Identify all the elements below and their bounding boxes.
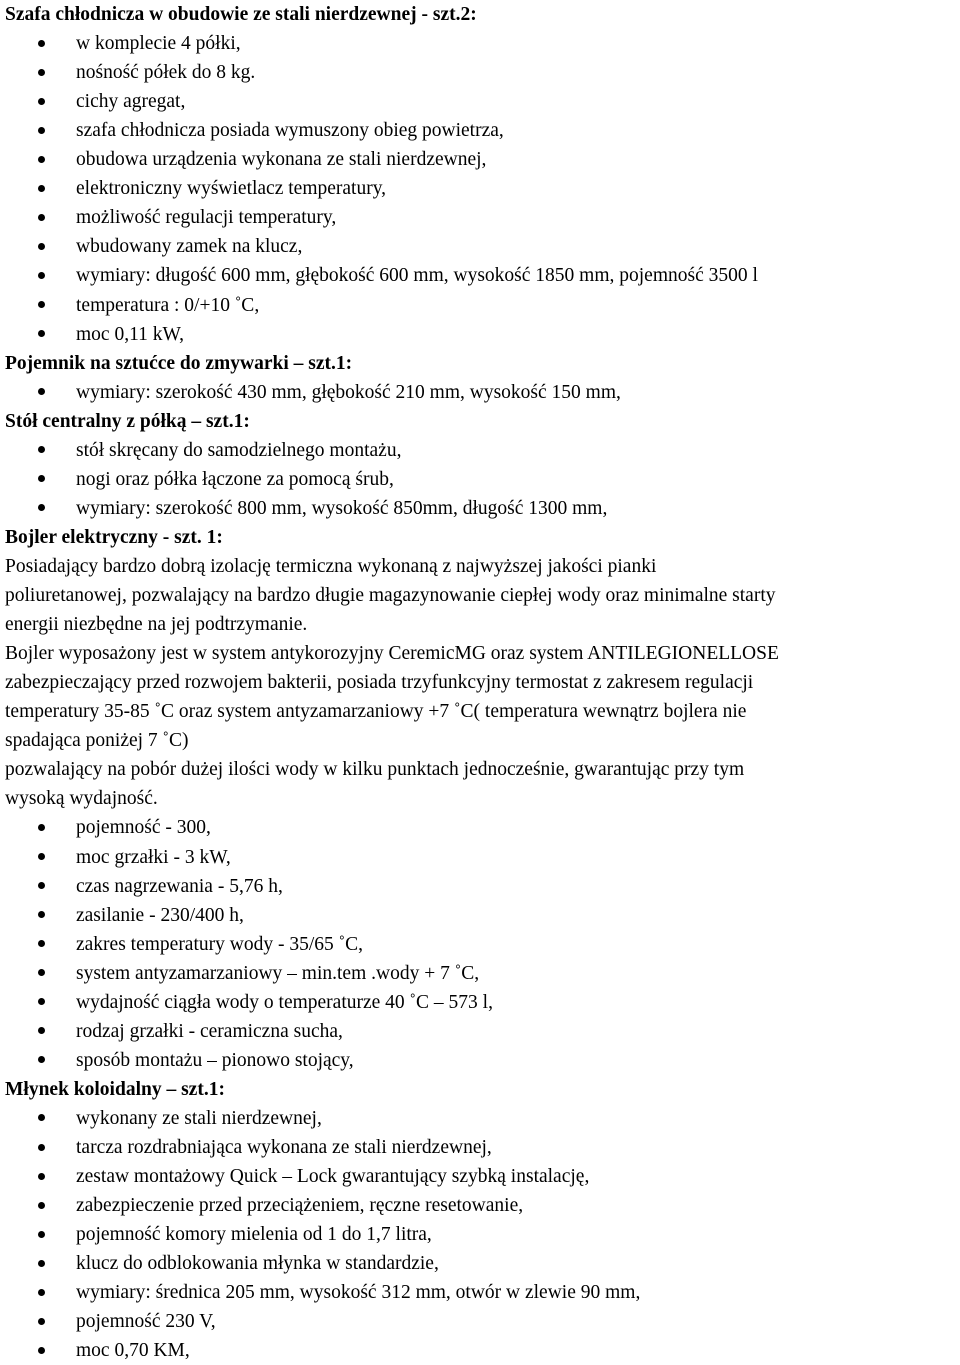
paragraph-line: pozwalający na pobór dużej ilości wody w kilku punktach jednocześnie, gwarantując przy tym bbox=[5, 759, 745, 781]
list-item bbox=[38, 58, 956, 87]
bullet-icon bbox=[38, 98, 45, 105]
bullet-icon bbox=[38, 156, 45, 163]
bullet-icon bbox=[38, 330, 45, 337]
bullet-icon bbox=[38, 127, 45, 134]
bullet-icon bbox=[38, 1318, 45, 1325]
list-item bbox=[38, 1307, 956, 1336]
list-item bbox=[38, 1191, 956, 1220]
list-item-text: cichy agregat, bbox=[76, 91, 186, 113]
section-heading: Szafa chłodnicza w obudowie ze stali nierdzewnej - szt.2: bbox=[5, 4, 477, 25]
list-item bbox=[38, 843, 956, 872]
bullet-icon bbox=[38, 40, 45, 47]
bullet-icon bbox=[38, 853, 45, 860]
paragraph-line: poliuretanowej, pozwalający na bardzo długie magazynowanie ciepłej wody oraz minimalne starty bbox=[5, 585, 776, 606]
bullet-icon bbox=[38, 969, 45, 976]
list-item bbox=[38, 901, 956, 930]
bullet-icon bbox=[38, 272, 45, 279]
list-item-text: w komplecie 4 półki, bbox=[76, 33, 241, 55]
list-item bbox=[38, 959, 956, 988]
list-item bbox=[38, 174, 956, 203]
list-item-text: nogi oraz półka łączone za pomocą śrub, bbox=[76, 468, 394, 490]
list-item-text: obudowa urządzenia wykonana ze stali nierdzewnej, bbox=[76, 149, 487, 171]
paragraph-line: energii niezbędne na jej podtrzymanie. bbox=[5, 614, 308, 636]
section-heading: Bojler elektryczny - szt. 1: bbox=[5, 526, 223, 548]
list-item bbox=[38, 320, 956, 349]
list-item-text: tarcza rozdrabniająca wykonana ze stali nierdzewnej, bbox=[76, 1137, 492, 1158]
list-item-text: wydajność ciągła wody o temperaturze 40 ˚C – 573 l, bbox=[76, 991, 493, 1013]
list-item bbox=[38, 1336, 956, 1365]
list-item-text: pojemność komory mielenia od 1 do 1,7 litra, bbox=[76, 1224, 432, 1246]
list-item-text: wbudowany zamek na klucz, bbox=[76, 236, 303, 258]
list-item bbox=[38, 291, 956, 320]
list-item bbox=[38, 813, 956, 842]
bullet-icon bbox=[38, 504, 45, 511]
bullet-icon bbox=[38, 1260, 45, 1267]
list-item-text: wymiary: szerokość 800 mm, wysokość 850mm, długość 1300 mm, bbox=[76, 497, 608, 519]
list-item bbox=[38, 203, 956, 232]
bullet-icon bbox=[38, 301, 45, 308]
list-item-text: wymiary: długość 600 mm, głębokość 600 mm, wysokość 1850 mm, pojemność 3500 l bbox=[76, 265, 758, 287]
list-item-text: moc 0,11 kW, bbox=[76, 323, 184, 345]
section-heading: Młynek koloidalny – szt.1: bbox=[5, 1078, 225, 1100]
bullet-icon bbox=[38, 911, 45, 918]
list-item bbox=[38, 465, 956, 494]
bullet-icon bbox=[38, 1347, 45, 1354]
list-item-text: wykonany ze stali nierdzewnej, bbox=[76, 1107, 322, 1129]
list-item-text: klucz do odblokowania młynka w standardzie, bbox=[76, 1253, 439, 1275]
bullet-icon bbox=[38, 1114, 45, 1121]
list-item-text: zakres temperatury wody - 35/65 ˚C, bbox=[76, 933, 363, 955]
list-item-text: czas nagrzewania - 5,76 h, bbox=[76, 875, 283, 897]
list-item-text: stół skręcany do samodzielnego montażu, bbox=[76, 439, 402, 461]
list-item bbox=[38, 87, 956, 116]
list-item bbox=[38, 1046, 956, 1075]
bullet-icon bbox=[38, 1056, 45, 1063]
list-item bbox=[38, 145, 956, 174]
list-item bbox=[38, 436, 956, 465]
list-item bbox=[38, 232, 956, 261]
list-item bbox=[38, 494, 956, 523]
list-item-text: moc 0,70 KM, bbox=[76, 1340, 190, 1362]
bullet-icon bbox=[38, 824, 45, 831]
list-item-text: temperatura : 0/+10 ˚C, bbox=[76, 294, 260, 316]
bullet-icon bbox=[38, 1202, 45, 1209]
list-item bbox=[38, 1278, 956, 1307]
bullet-icon bbox=[38, 1027, 45, 1034]
list-item bbox=[38, 988, 956, 1017]
bullet-icon bbox=[38, 940, 45, 947]
list-item bbox=[38, 29, 956, 58]
list-item-text: pojemność 230 V, bbox=[76, 1311, 216, 1333]
bullet-icon bbox=[38, 1231, 45, 1238]
list-item-text: elektroniczny wyświetlacz temperatury, bbox=[76, 178, 387, 200]
list-item bbox=[38, 1133, 956, 1162]
list-item-text: zabezpieczenie przed przeciążeniem, ręczne resetowanie, bbox=[76, 1195, 524, 1216]
list-item-text: wymiary: szerokość 430 mm, głębokość 210 mm, wysokość 150 mm, bbox=[76, 381, 621, 403]
section-heading: Pojemnik na sztućce do zmywarki – szt.1: bbox=[5, 352, 353, 374]
paragraph-line: temperatury 35-85 ˚C oraz system antyzamarzaniowy +7 ˚C( temperatura wewnątrz bojlera nie bbox=[5, 701, 747, 723]
list-item-text: możliwość regulacji temperatury, bbox=[76, 207, 337, 229]
list-item bbox=[38, 1017, 956, 1046]
list-item bbox=[38, 1162, 956, 1191]
list-item bbox=[38, 1249, 956, 1278]
list-item bbox=[38, 872, 956, 901]
list-item-text: system antyzamarzaniowy – min.tem .wody + 7 ˚C, bbox=[76, 962, 480, 984]
paragraph-line: spadająca poniżej 7 ˚C) bbox=[5, 730, 189, 752]
bullet-icon bbox=[38, 882, 45, 889]
list-item-text: nośność półek do 8 kg. bbox=[76, 62, 256, 84]
paragraph-line: zabezpieczający przed rozwojem bakterii, posiada trzyfunkcyjny termostat z zakresem regulacji bbox=[5, 672, 754, 694]
list-item-text: szafa chłodnicza posiada wymuszony obieg powietrza, bbox=[76, 120, 504, 142]
bullet-icon bbox=[38, 388, 45, 395]
bullet-icon bbox=[38, 243, 45, 250]
list-item-text: pojemność - 300, bbox=[76, 817, 211, 839]
paragraph-line: Bojler wyposażony jest w system antykorozyjny CeremicMG oraz system ANTILEGIONELLOSE bbox=[5, 643, 779, 665]
list-item-text: sposób montażu – pionowo stojący, bbox=[76, 1049, 354, 1071]
bullet-icon bbox=[38, 446, 45, 453]
bullet-icon bbox=[38, 1173, 45, 1180]
paragraph-line: Posiadający bardzo dobrą izolację termiczna wykonaną z najwyższej jakości pianki bbox=[5, 556, 657, 577]
bullet-icon bbox=[38, 214, 45, 221]
bullet-icon bbox=[38, 185, 45, 192]
bullet-icon bbox=[38, 1144, 45, 1151]
list-item-text: moc grzałki - 3 kW, bbox=[76, 846, 231, 868]
paragraph-line: wysoką wydajność. bbox=[5, 788, 158, 810]
bullet-icon bbox=[38, 69, 45, 76]
bullet-icon bbox=[38, 475, 45, 482]
list-item bbox=[38, 930, 956, 959]
list-item bbox=[38, 261, 956, 290]
bullet-icon bbox=[38, 998, 45, 1005]
list-item-text: rodzaj grzałki - ceramiczna sucha, bbox=[76, 1020, 343, 1042]
list-item-text: zestaw montażowy Quick – Lock gwarantujący szybką instalację, bbox=[76, 1166, 590, 1187]
list-item bbox=[38, 1104, 956, 1133]
section-heading: Stół centralny z półką – szt.1: bbox=[5, 410, 250, 432]
list-item-text: wymiary: średnica 205 mm, wysokość 312 mm, otwór w zlewie 90 mm, bbox=[76, 1282, 641, 1304]
bullet-icon bbox=[38, 1289, 45, 1296]
list-item bbox=[38, 378, 956, 407]
list-item bbox=[38, 116, 956, 145]
list-item-text: zasilanie - 230/400 h, bbox=[76, 904, 244, 926]
list-item bbox=[38, 1220, 956, 1249]
